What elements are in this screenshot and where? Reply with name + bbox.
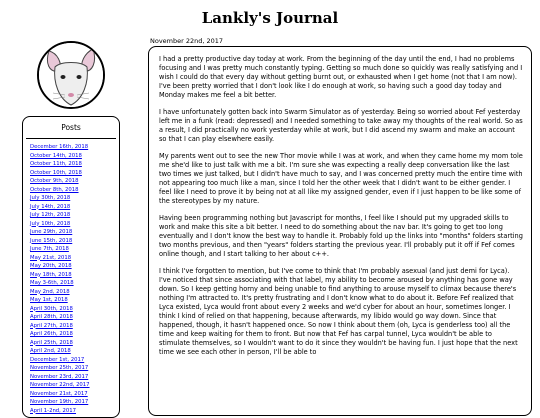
post-link[interactable]: April 1-2nd, 2017 — [30, 407, 77, 414]
posts-heading: Posts — [26, 117, 116, 139]
post-paragraph: I have unfortunately gotten back into Swarm Simulator as of yesterday. Being so worried about Fef yesterday left me in a funk (read: depressed) and I needed something to take away my thoughts of the real world. So as a result, I did practically no work yesterday while at work, but I did ascend my swarm and make an account so that I can play elsewhere easily. — [159, 108, 523, 143]
post-link[interactable]: May 1st, 2018 — [30, 297, 68, 303]
post-link[interactable]: July 14th, 2018 — [30, 203, 71, 210]
post-link[interactable]: May 18th, 2018 — [30, 271, 72, 278]
post-link[interactable]: November 19th, 2017 — [30, 399, 89, 405]
post-link[interactable]: May 20th, 2018 — [30, 263, 72, 269]
post-link[interactable]: April 26th, 2018 — [30, 331, 73, 337]
post-link[interactable]: November 21st, 2017 — [30, 390, 88, 397]
post-link[interactable]: May 2nd, 2018 — [30, 288, 70, 295]
post-link[interactable]: July 30th, 2018 — [30, 195, 71, 201]
post-link[interactable]: December 16th, 2018 — [30, 144, 89, 150]
posts-list — [23, 139, 119, 415]
post-link[interactable]: December 1st, 2017 — [30, 356, 85, 363]
post-content — [148, 46, 532, 416]
site-title: Lankly's Journal — [201, 9, 339, 27]
avatar — [37, 41, 105, 109]
post-paragraph: I had a pretty productive day today at work. From the beginning of the day until the end, I had no problems focusing and I was pretty much constantly typing. Getting so much done so quickly was really satisfying and I wish I could do that every day without getting burnt out, or exhausted when I get home (not that I am now). I've been pretty worried that I don't look like I do enough at work, so having such a good day today and Monday makes me feel a bit better. — [159, 55, 523, 99]
post-date: November 22nd, 2017 — [150, 37, 224, 45]
post-link[interactable]: April 27th, 2018 — [30, 322, 73, 329]
post-link[interactable]: June 15th, 2018 — [30, 237, 73, 244]
post-link[interactable]: April 2nd, 2018 — [30, 348, 71, 354]
post-link[interactable]: July 12th, 2018 — [30, 212, 71, 218]
post-paragraph: Having been programming nothing but Javascript for months, I feel like I should put my upgraded skills to work and make this site a bit better. I need to do something about the nav bar. It's going to get too long eventually and I don't know the best way to handle it. Probably fold up the links into "months" folders starting two months previous, and then "years" folders starting the previous year. I'll probably put it off if Fef comes online though, and I start talking to her about c++. — [159, 214, 523, 258]
post-paragraph: I think I've forgotten to mention, but I've come to think that I'm probably asexual (and just demi for Lyca). I've noticed that since associating with that label, my ability to become aroused by anything has gone way down. So I keep getting horny and being unable to find anything to arouse myself to climax because there's nothing I'm attracted to. It's pretty frustrating and I don't know what to do about it. Before Fef realized that Lyca existed, Lyca would front about every 2 weeks and we'd cyber for about an hour, sometimes longer. I think I kind of relied on that happening, because afterwards, my libido would go way down. Since that happened, though, it hasn't happened once. So now I think about them (oh, Lyca is genderless too) all the time and keep waiting for them to front. But now that Fef has carpal tunnel, Lyca wouldn't be able to stimulate themselves, so I wouldn't want to do it since they wouldn't be having fun. I just hope that the next time we see each other in person, I'll be able to — [159, 267, 518, 356]
post-link[interactable]: October 9th, 2018 — [30, 178, 79, 184]
post-link[interactable]: November 22nd, 2017 — [30, 382, 90, 388]
post-link[interactable]: June 7th, 2018 — [30, 246, 69, 252]
post-link[interactable]: April 28th, 2018 — [30, 314, 73, 320]
post-link[interactable]: November 23rd, 2017 — [30, 373, 89, 380]
post-link[interactable]: May 21st, 2018 — [30, 254, 72, 261]
post-link[interactable]: July 10th, 2018 — [30, 220, 71, 227]
post-link[interactable]: May 3-6th, 2018 — [30, 280, 74, 286]
post-link[interactable]: October 14th, 2018 — [30, 152, 82, 159]
post-link[interactable]: October 8th, 2018 — [30, 186, 79, 193]
posts-sidebar — [22, 116, 120, 418]
post-link[interactable]: June 29th, 2018 — [30, 229, 73, 235]
post-link[interactable]: October 10th, 2018 — [30, 169, 82, 176]
post-link[interactable]: October 11th, 2018 — [30, 161, 82, 167]
post-link[interactable]: November 25th, 2017 — [30, 365, 89, 371]
post-link[interactable]: April 25th, 2018 — [30, 339, 73, 346]
post-paragraph: My parents went out to see the new Thor movie while I was at work, and when they came home my mom tole me she'd like to just talk with me a bit. I'm sure she was expecting a really deep conversation like the last two times we just talked, but I didn't have much to say, and I was concerned pretty much the entire time with not appearing too much like a man, since I told her the other week that I didn't want to be either gender. I feel like I need to prove it by being not at all like my assigned gender, even if I just happen to be like some of the stereotypes by my nature. — [159, 152, 523, 205]
post-link[interactable]: April 30th, 2018 — [30, 305, 73, 312]
rat-avatar-icon — [39, 43, 103, 107]
